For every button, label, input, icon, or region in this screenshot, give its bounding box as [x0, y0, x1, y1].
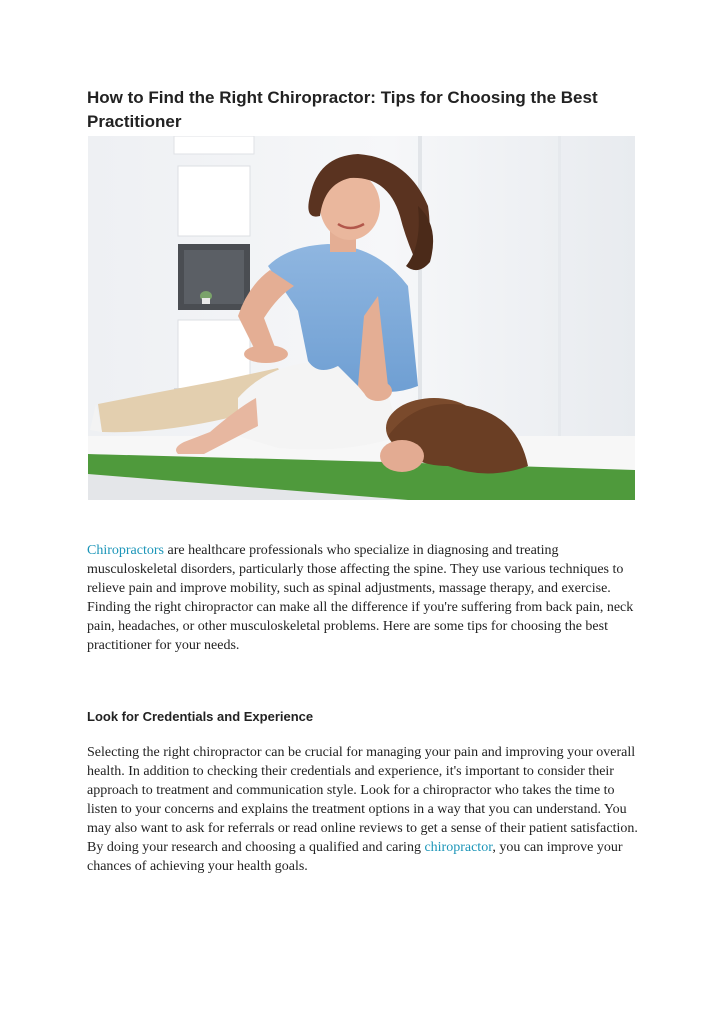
section-heading: Look for Credentials and Experience	[87, 709, 314, 724]
section-text-after-link: , you can improve your chances of achieving your health goals.	[87, 840, 623, 874]
hero-image	[88, 136, 635, 500]
document-title: How to Find the Right Chiropractor: Tips for Choosing the Best Practitioner	[87, 88, 598, 131]
section-paragraph	[87, 743, 647, 876]
chiropractors-link[interactable]: Chiropractors	[87, 543, 164, 558]
section-text-before-link: Selecting the right chiropractor can be crucial for managing your pain and improving your overall health. In addition to checking their credentials and experience, it's important to consider their approach to treatment and communication style. Look for a chiropractor who takes the time to listen to your concerns and explains the treatment options in a way that you can understand. You may also want to ask for referrals or read online reviews to get a sense of their patient satisfaction. By doing your research and choosing a qualified and caring	[87, 745, 638, 855]
intro-paragraph	[87, 541, 647, 655]
intro-text: are healthcare professionals who specialize in diagnosing and treating musculoskeletal disorders, particularly those affecting the spine. They use various techniques to relieve pain and improve mobility, such as spinal adjustments, massage therapy, and exercise. Finding the right chiropractor can make all the difference if you're suffering from back pain, neck pain, headaches, or other musculoskeletal problems. Here are some tips for choosing the best practitioner for your needs.	[87, 543, 634, 653]
chiropractor-link[interactable]: chiropractor	[424, 840, 493, 855]
